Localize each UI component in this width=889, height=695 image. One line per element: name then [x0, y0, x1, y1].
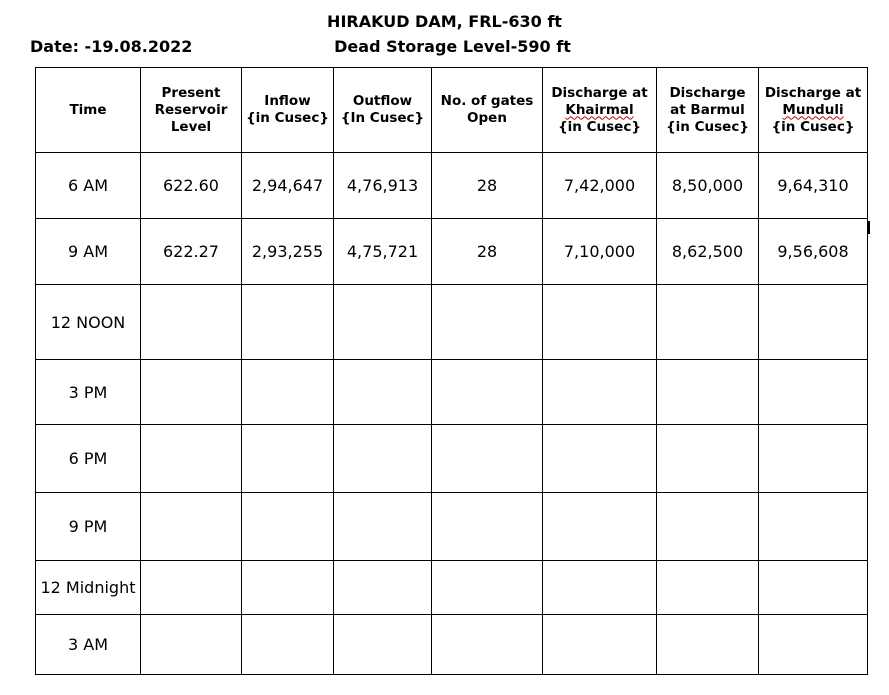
cell-discharge-barmul	[657, 615, 759, 675]
cell-inflow	[242, 561, 334, 615]
cell-inflow	[242, 425, 334, 493]
cell-outflow	[334, 360, 432, 425]
cell-discharge-khairmal	[543, 561, 657, 615]
col-header-outflow: Outflow {In Cusec}	[334, 68, 432, 153]
cell-discharge-khairmal	[543, 615, 657, 675]
cell-outflow: 4,75,721	[334, 219, 432, 285]
cell-reservoir-level	[141, 285, 242, 360]
cell-outflow	[334, 615, 432, 675]
cell-discharge-barmul	[657, 425, 759, 493]
cell-reservoir-level: 622.60	[141, 153, 242, 219]
table-header-row	[36, 68, 868, 153]
cell-gates-open	[432, 360, 543, 425]
reservoir-data-table	[35, 67, 868, 675]
cell-time: 6 AM	[36, 153, 141, 219]
cell-time: 9 PM	[36, 493, 141, 561]
cell-gates-open	[432, 493, 543, 561]
cell-inflow	[242, 615, 334, 675]
cell-gates-open	[432, 425, 543, 493]
cell-reservoir-level	[141, 425, 242, 493]
cell-inflow	[242, 285, 334, 360]
cell-discharge-barmul	[657, 285, 759, 360]
cell-discharge-munduli: 9,64,310	[759, 153, 868, 219]
cell-discharge-munduli	[759, 615, 868, 675]
col-header-inflow: Inflow {in Cusec}	[242, 68, 334, 153]
cell-discharge-munduli	[759, 285, 868, 360]
cell-time: 12 NOON	[36, 285, 141, 360]
table-row	[36, 153, 868, 219]
cell-outflow	[334, 561, 432, 615]
cell-outflow: 4,76,913	[334, 153, 432, 219]
table-row	[36, 425, 868, 493]
cell-discharge-khairmal	[543, 493, 657, 561]
cell-discharge-khairmal: 7,10,000	[543, 219, 657, 285]
cell-gates-open	[432, 615, 543, 675]
cell-reservoir-level: 622.27	[141, 219, 242, 285]
cell-discharge-munduli	[759, 493, 868, 561]
cell-discharge-barmul	[657, 360, 759, 425]
table-row	[36, 615, 868, 675]
cell-outflow	[334, 493, 432, 561]
cell-gates-open	[432, 285, 543, 360]
cell-discharge-barmul: 8,50,000	[657, 153, 759, 219]
col-header-gates-open: No. of gates Open	[432, 68, 543, 153]
table-row	[36, 493, 868, 561]
cell-discharge-khairmal	[543, 285, 657, 360]
cell-discharge-barmul: 8,62,500	[657, 219, 759, 285]
cell-discharge-khairmal	[543, 360, 657, 425]
cell-reservoir-level	[141, 615, 242, 675]
cell-inflow: 2,94,647	[242, 153, 334, 219]
cell-discharge-khairmal	[543, 425, 657, 493]
cell-gates-open: 28	[432, 153, 543, 219]
table-row	[36, 285, 868, 360]
cell-discharge-munduli: 9,56,608	[759, 219, 868, 285]
cell-discharge-barmul	[657, 561, 759, 615]
table-row	[36, 219, 868, 285]
cell-reservoir-level	[141, 360, 242, 425]
page-title: HIRAKUD DAM, FRL-630 ft	[327, 12, 562, 31]
cell-outflow	[334, 285, 432, 360]
cell-time: 3 PM	[36, 360, 141, 425]
cell-inflow	[242, 360, 334, 425]
col-header-time: Time	[36, 68, 141, 153]
cell-outflow	[334, 425, 432, 493]
col-header-khairmal: Discharge at Khairmal {in Cusec}	[543, 68, 657, 153]
cell-time: 3 AM	[36, 615, 141, 675]
cell-discharge-munduli	[759, 360, 868, 425]
cell-reservoir-level	[141, 493, 242, 561]
cell-discharge-khairmal: 7,42,000	[543, 153, 657, 219]
cell-time: 6 PM	[36, 425, 141, 493]
col-header-barmul: Discharge at Barmul {in Cusec}	[657, 68, 759, 153]
cell-discharge-barmul	[657, 493, 759, 561]
table-row	[36, 360, 868, 425]
cell-gates-open	[432, 561, 543, 615]
cell-time: 12 Midnight	[36, 561, 141, 615]
cell-discharge-munduli	[759, 561, 868, 615]
cell-time: 9 AM	[36, 219, 141, 285]
col-header-munduli: Discharge at Munduli {in Cusec}	[759, 68, 868, 153]
cell-discharge-munduli	[759, 425, 868, 493]
cell-gates-open: 28	[432, 219, 543, 285]
report-date: Date: -19.08.2022	[30, 37, 193, 56]
col-header-reservoir-level: Present Reservoir Level	[141, 68, 242, 153]
page-subtitle: Dead Storage Level-590 ft	[334, 37, 571, 56]
table-row	[36, 561, 868, 615]
cell-reservoir-level	[141, 561, 242, 615]
text-cursor	[868, 221, 870, 234]
cell-inflow: 2,93,255	[242, 219, 334, 285]
cell-inflow	[242, 493, 334, 561]
